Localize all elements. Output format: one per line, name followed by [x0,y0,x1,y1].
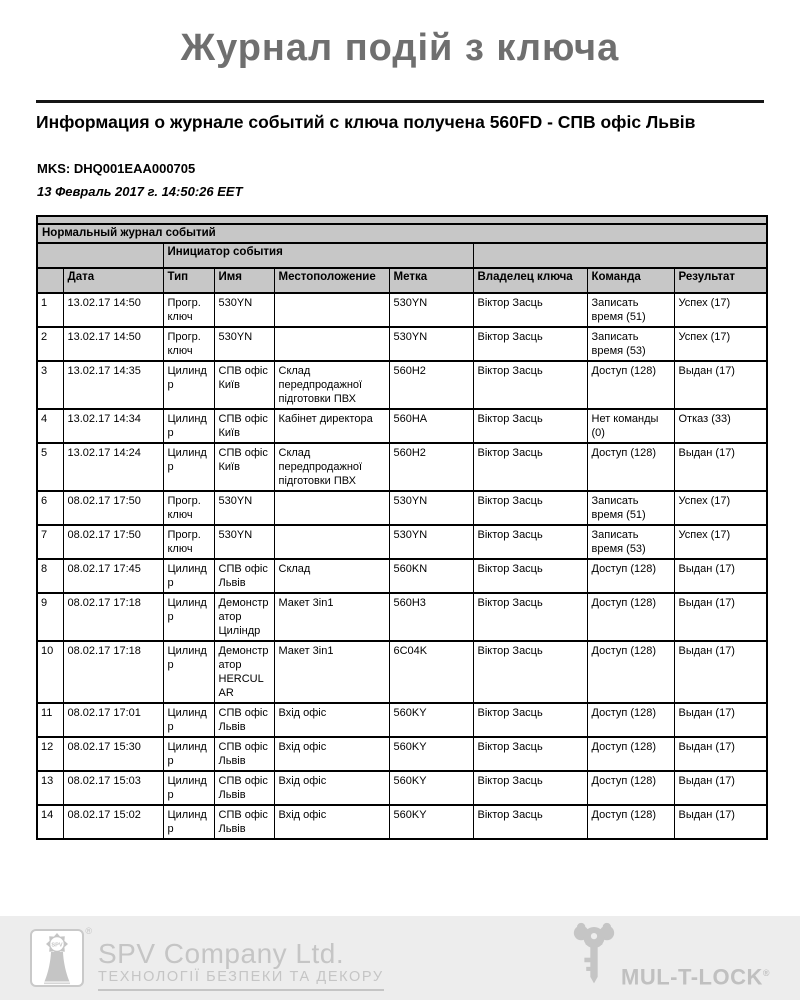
cell-name: СПВ офіс Львів [214,559,274,593]
table-section-title: Нормальный журнал событий [37,224,767,243]
cell-location: Вхід офіс [274,805,389,839]
cell-result: Выдан (17) [674,443,767,491]
cell-owner: Віктор Засць [473,409,587,443]
cell-tag: 530YN [389,293,473,327]
cell-result: Успех (17) [674,525,767,559]
cell-command: Доступ (128) [587,703,674,737]
spv-logo [30,926,384,992]
table-header-row [37,268,767,293]
cell-num: 2 [37,327,63,361]
cell-command: Доступ (128) [587,737,674,771]
footer [0,916,800,1000]
cell-date: 08.02.17 17:50 [63,525,163,559]
divider-line [36,100,764,103]
cell-name: 530YN [214,327,274,361]
table-row [37,737,767,771]
cell-name: СПВ офіс Київ [214,443,274,491]
cell-location: Вхід офіс [274,771,389,805]
cell-location: Вхід офіс [274,737,389,771]
cell-location: Макет 3in1 [274,593,389,641]
table-row [37,593,767,641]
table-row [37,559,767,593]
cell-name: Демонстратор HERCULAR [214,641,274,703]
cell-command: Доступ (128) [587,559,674,593]
cell-tag: 560H2 [389,361,473,409]
multlock-name: MUL-T-LOCK [621,964,763,989]
cell-result: Успех (17) [674,327,767,361]
cell-name: СПВ офіс Львів [214,703,274,737]
table-top-strip [37,216,767,224]
cell-owner: Віктор Засць [473,593,587,641]
table-group-header: Инициатор события [163,243,473,268]
cell-date: 13.02.17 14:34 [63,409,163,443]
cell-name: 530YN [214,491,274,525]
cell-location: Склад передпродажної підготовки ПВХ [274,361,389,409]
table-group-row [37,243,767,268]
cell-type: Цилиндр [163,361,214,409]
table-row [37,293,767,327]
cell-date: 13.02.17 14:24 [63,443,163,491]
cell-owner: Віктор Засць [473,525,587,559]
cell-num: 11 [37,703,63,737]
cell-tag: 560HA [389,409,473,443]
cell-type: Прогр. ключ [163,525,214,559]
cell-location: Склад [274,559,389,593]
cell-tag: 560KY [389,737,473,771]
cell-tag: 560H3 [389,593,473,641]
cell-type: Прогр. ключ [163,327,214,361]
spv-tagline: ТЕХНОЛОГІЇ БЕЗПЕКИ ТА ДЕКОРУ [98,969,384,991]
col-header-location: Местоположение [274,268,389,293]
spv-company-name: SPV Company Ltd. [98,938,345,969]
table-row [37,409,767,443]
cell-date: 08.02.17 17:18 [63,593,163,641]
multlock-registered-mark: ® [762,967,770,978]
event-log-table [36,215,768,840]
spv-badge-text: SPV [51,942,63,949]
cell-tag: 560KY [389,771,473,805]
cell-type: Цилиндр [163,703,214,737]
table-row [37,525,767,559]
cell-location [274,293,389,327]
cell-location: Кабінет директора [274,409,389,443]
cell-location: Вхід офіс [274,703,389,737]
cell-num: 12 [37,737,63,771]
cell-name: СПВ офіс Львів [214,771,274,805]
cell-type: Прогр. ключ [163,491,214,525]
cell-command: Доступ (128) [587,805,674,839]
padlock-gear-icon [30,929,84,987]
table-row [37,327,767,361]
cell-owner: Віктор Засць [473,327,587,361]
cell-type: Прогр. ключ [163,293,214,327]
cell-tag: 560KN [389,559,473,593]
cell-tag: 530YN [389,327,473,361]
page-title: Журнал подій з ключа [180,27,620,69]
cell-result: Выдан (17) [674,593,767,641]
cell-command: Доступ (128) [587,593,674,641]
cell-result: Выдан (17) [674,771,767,805]
cell-owner: Віктор Засць [473,361,587,409]
cell-command: Записать время (51) [587,293,674,327]
cell-tag: 530YN [389,491,473,525]
cell-num: 7 [37,525,63,559]
cell-location [274,327,389,361]
cell-command: Записать время (53) [587,525,674,559]
col-header-command: Команда [587,268,674,293]
cell-owner: Віктор Засць [473,805,587,839]
cell-num: 14 [37,805,63,839]
cell-date: 08.02.17 15:03 [63,771,163,805]
cell-type: Цилиндр [163,443,214,491]
cell-owner: Віктор Засць [473,737,587,771]
cell-date: 13.02.17 14:35 [63,361,163,409]
col-header-date: Дата [63,268,163,293]
table-row [37,771,767,805]
report-timestamp: 13 Февраль 2017 г. 14:50:26 EET [37,183,243,199]
cell-date: 08.02.17 17:18 [63,641,163,703]
col-header-tag: Метка [389,268,473,293]
col-header-type: Тип [163,268,214,293]
cell-date: 08.02.17 17:45 [63,559,163,593]
cell-tag: 6C04K [389,641,473,703]
cell-tag: 530YN [389,525,473,559]
cell-num: 1 [37,293,63,327]
cell-date: 13.02.17 14:50 [63,293,163,327]
table-row [37,805,767,839]
cell-num: 9 [37,593,63,641]
cell-num: 6 [37,491,63,525]
mks-code: MKS: DHQ001EAA000705 [37,160,196,176]
cell-owner: Віктор Засць [473,559,587,593]
cell-location [274,525,389,559]
table-row [37,641,767,703]
cell-date: 08.02.17 15:30 [63,737,163,771]
cell-command: Записать время (53) [587,327,674,361]
cell-result: Успех (17) [674,491,767,525]
cell-type: Цилиндр [163,737,214,771]
cell-date: 08.02.17 17:01 [63,703,163,737]
multlock-logo [571,921,770,987]
cell-num: 5 [37,443,63,491]
cell-type: Цилиндр [163,559,214,593]
cell-type: Цилиндр [163,805,214,839]
cell-date: 08.02.17 17:50 [63,491,163,525]
cell-owner: Віктор Засць [473,641,587,703]
cell-result: Успех (17) [674,293,767,327]
cell-tag: 560H2 [389,443,473,491]
cell-name: СПВ офіс Львів [214,805,274,839]
empty-strip-cell [37,216,767,224]
cell-command: Доступ (128) [587,361,674,409]
multlock-wordmark [621,963,770,987]
cell-name: 530YN [214,525,274,559]
cell-type: Цилиндр [163,641,214,703]
cell-date: 13.02.17 14:50 [63,327,163,361]
col-header-owner: Владелец ключа [473,268,587,293]
cell-result: Выдан (17) [674,361,767,409]
table-row [37,361,767,409]
cell-name: СПВ офіс Київ [214,409,274,443]
cell-num: 13 [37,771,63,805]
cell-owner: Віктор Засць [473,443,587,491]
col-header-result: Результат [674,268,767,293]
cell-tag: 560KY [389,703,473,737]
cell-num: 4 [37,409,63,443]
cell-location: Макет 3in1 [274,641,389,703]
cell-owner: Віктор Засць [473,771,587,805]
cell-type: Цилиндр [163,771,214,805]
cell-command: Доступ (128) [587,443,674,491]
cell-location: Склад передпродажної підготовки ПВХ [274,443,389,491]
cell-command: Нет команды (0) [587,409,674,443]
cell-command: Доступ (128) [587,641,674,703]
cell-result: Отказ (33) [674,409,767,443]
cell-owner: Віктор Засць [473,293,587,327]
muscle-key-icon [571,921,617,987]
cell-tag: 560KY [389,805,473,839]
table-row [37,443,767,491]
cell-num: 3 [37,361,63,409]
cell-result: Выдан (17) [674,805,767,839]
report-heading: Информация о журнале событий с ключа получена 560FD - СПВ офіс Львів [36,112,696,132]
table-section-row [37,224,767,243]
cell-date: 08.02.17 15:02 [63,805,163,839]
cell-result: Выдан (17) [674,737,767,771]
cell-name: СПВ офіс Київ [214,361,274,409]
cell-owner: Віктор Засць [473,703,587,737]
cell-result: Выдан (17) [674,641,767,703]
cell-name: 530YN [214,293,274,327]
cell-type: Цилиндр [163,593,214,641]
cell-location [274,491,389,525]
cell-result: Выдан (17) [674,703,767,737]
cell-type: Цилиндр [163,409,214,443]
cell-name: СПВ офіс Львів [214,737,274,771]
cell-command: Доступ (128) [587,771,674,805]
cell-num: 10 [37,641,63,703]
cell-owner: Віктор Засць [473,491,587,525]
spv-registered-mark: ® [85,926,92,936]
group-spacer-left [37,243,163,268]
table-row [37,703,767,737]
cell-num: 8 [37,559,63,593]
cell-name: Демонстратор Циліндр [214,593,274,641]
cell-result: Выдан (17) [674,559,767,593]
col-header-num [37,268,63,293]
cell-command: Записать время (51) [587,491,674,525]
col-header-name: Имя [214,268,274,293]
table-row [37,491,767,525]
group-spacer-right [473,243,767,268]
spv-badge [30,926,92,992]
